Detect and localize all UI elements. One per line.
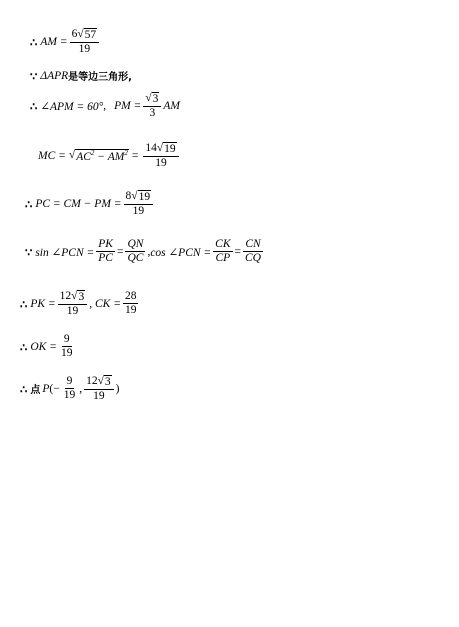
open-paren: ( — [49, 382, 54, 395]
therefore-symbol: ∴ — [30, 100, 38, 113]
close-paren: ) — [115, 382, 120, 395]
comma: , — [103, 99, 107, 112]
minus-sign: − — [53, 382, 60, 395]
comma: , — [147, 245, 151, 258]
ck-lhs: , CK = — [89, 297, 121, 310]
fraction-x: $\frac{9}{19}$ — [63, 375, 76, 402]
fraction: √ 3 3 — [143, 92, 161, 120]
ok-lhs: OK = — [30, 340, 57, 353]
equals: = — [131, 149, 139, 162]
fraction-pk: 12 √ 3 19 — [58, 290, 88, 318]
line-pk-ck — [20, 290, 140, 318]
line-point-p — [20, 375, 119, 403]
line-sin-cos — [25, 238, 265, 265]
triangle-label: ΔAPR — [40, 69, 69, 82]
therefore-symbol: ∴ — [20, 383, 28, 396]
pk-lhs: PK = — [30, 297, 56, 310]
therefore-symbol: ∴ — [20, 341, 28, 354]
because-symbol: ∵ — [30, 70, 38, 83]
fraction: 14 √ 19 19 — [143, 142, 178, 170]
line-equilateral — [30, 68, 132, 83]
fraction-pk-pc: $\frac{PK}{PC}$ — [98, 238, 113, 265]
equals: = — [116, 245, 124, 258]
line-ok — [20, 333, 76, 360]
line-angle-apm — [30, 92, 180, 120]
because-symbol: ∵ — [25, 246, 33, 259]
therefore-symbol: ∴ — [25, 198, 33, 211]
cos-lhs: cos ∠PCN = — [150, 246, 212, 259]
therefore-symbol: ∴ — [20, 298, 28, 311]
fraction: 6 √ 57 19 — [70, 28, 100, 56]
comma: , — [79, 382, 83, 395]
fraction-ok: $\frac{9}{19}$ — [60, 333, 73, 360]
sin-lhs: sin ∠PCN = — [35, 246, 95, 259]
point-name: P — [42, 382, 50, 395]
line-pc — [25, 190, 155, 218]
fraction-y: 12 √ 3 19 — [84, 375, 114, 403]
equals: = — [234, 245, 242, 258]
angle-apm: ∠APM = 60° — [40, 100, 104, 113]
line-am — [30, 28, 101, 56]
pm-lhs: PM = — [114, 99, 142, 112]
mc-lhs: MC = — [38, 149, 66, 162]
therefore-symbol: ∴ — [30, 36, 38, 49]
fraction-ck: $\frac{28}{19}$ — [124, 290, 137, 317]
fraction: 8 √ 19 19 — [124, 190, 154, 218]
am-tail: AM — [163, 99, 180, 112]
line-mc — [38, 142, 181, 170]
fraction-qn-qc: $\frac{QN}{QC}$ — [127, 238, 144, 265]
lhs: AM = — [40, 35, 68, 48]
point-label: 点 — [30, 385, 41, 397]
fraction-ck-cp: $\frac{CK}{CP}$ — [215, 238, 231, 265]
statement-text: 是等边三角形, — [68, 72, 132, 83]
sqrt-expression: √ $AC^2 - AM^2$ — [68, 148, 128, 163]
fraction-cn-cq: $\frac{CN}{CQ}$ — [245, 238, 261, 265]
pc-lhs: PC = CM − PM = — [35, 197, 122, 210]
